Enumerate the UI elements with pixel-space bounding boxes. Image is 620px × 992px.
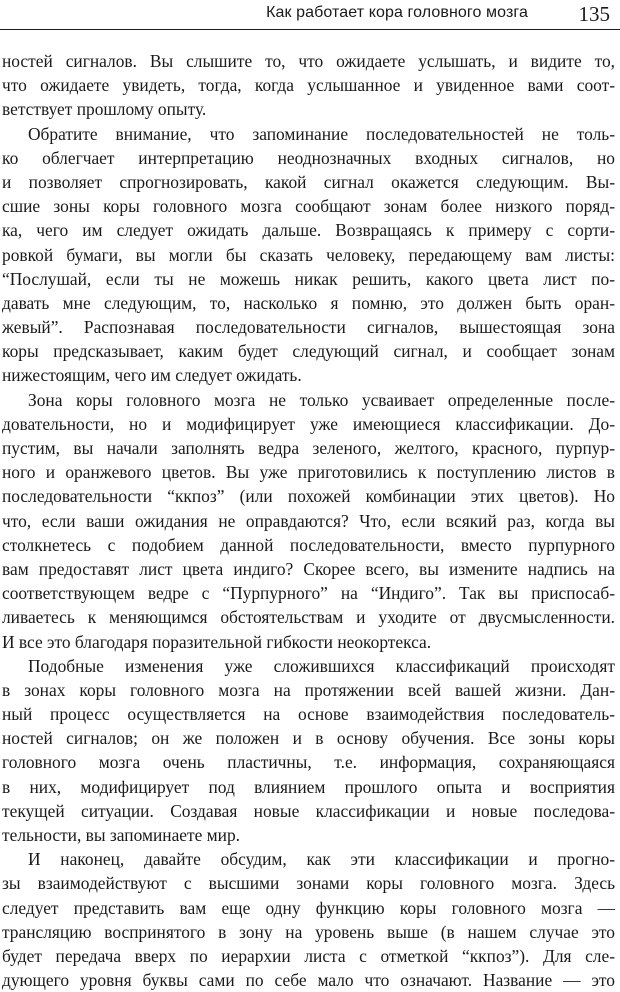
text-line: пустим, вы начали заполнять ведра зеленого, желтого, красного, пурпур- bbox=[2, 438, 615, 458]
page-number: 135 bbox=[578, 2, 610, 26]
text-line: ный процесс осуществляется на основе взаимодействия последователь- bbox=[2, 704, 615, 725]
text-line: что ожидаете увидеть, тогда, когда услышанное и увиденное вами соот- bbox=[2, 75, 615, 96]
text-line: в них, модифицирует под влиянием прошлого опыта и восприятия bbox=[2, 776, 615, 797]
text-line: И наконец, давайте обсудим, как эти классификации и прогно- bbox=[28, 849, 615, 870]
text-line: нижестоящим, чего им следует ожидать. bbox=[2, 365, 302, 386]
text-line: текущей ситуации. Создавая новые классификации и новые последова- bbox=[2, 800, 615, 821]
text-line: сшие зоны коры головного мозга сообщают зонам более низкого поряд- bbox=[2, 196, 615, 217]
text-line: Обратите внимание, что запоминание последовательностей не толь- bbox=[28, 123, 615, 144]
text-line: жевый”. Распознавая последовательности сигналов, вышестоящая зона bbox=[2, 317, 615, 338]
text-line: довательности, но и модифицирует уже имеющиеся классификации. До- bbox=[2, 413, 615, 434]
text-line: Зона коры головного мозга не только усваивает определенные после- bbox=[28, 389, 615, 410]
running-title: Как работает кора головного мозга bbox=[266, 4, 528, 21]
text-line: давать мне следующим, то, насколько я помню, это должен быть оран- bbox=[2, 292, 615, 313]
text-line: ностей сигналов; он же положен и в основу обучения. Все зоны коры bbox=[2, 728, 615, 749]
text-line: столкнетесь с подобием данной последовательности, вместо пурпурного bbox=[2, 534, 615, 555]
text-line: ко облегчает интерпретацию неоднозначных входных сигналов, но bbox=[2, 147, 615, 168]
text-line: “Послушай, если ты не можешь никак решить, какого цвета лист по- bbox=[2, 268, 615, 289]
text-line: И все это благодаря поразительной гибкости неокортекса. bbox=[2, 631, 432, 652]
text-line: в зонах коры головного мозга на протяжении всей вашей жизни. Дан- bbox=[2, 679, 615, 700]
text-line: головного мозга очень пластичны, т.е. информация, сохраняющаяся bbox=[2, 752, 615, 773]
text-line: ветствует прошлому опыту. bbox=[2, 99, 207, 120]
text-line: коры предсказывает, каким будет следующий сигнал, и сообщает зонам bbox=[2, 341, 615, 362]
text-line: Подобные изменения уже сложившихся классификаций происходят bbox=[28, 655, 615, 676]
text-line: ка, чего им следует ожидать дальше. Возвращаясь к примеру с сорти- bbox=[2, 220, 615, 241]
running-header bbox=[0, 0, 620, 30]
text-line: вам предоставят лист цвета индиго? Скорее всего, вы измените надпись на bbox=[2, 558, 615, 579]
text-line: дующего уровня буквы сами по себе мало что означают. Название — это bbox=[2, 970, 615, 991]
text-line: ностей сигналов. Вы слышите то, что ожидаете услышать, и видите то, bbox=[2, 51, 615, 71]
text-line: будет передача вверх по иерархии листа с отметкой “ккпоз”). Для сле- bbox=[2, 945, 615, 966]
text-line: ровкой бумаги, вы могли бы сказать человеку, передающему вам листы: bbox=[2, 244, 615, 265]
body-text bbox=[2, 49, 615, 992]
text-line: ного и оранжевого цветов. Вы уже приготовились к поступлению листов в bbox=[2, 462, 615, 483]
text-line: трансляцию воспринятого в зону на уровень выше (в нашем случае это bbox=[2, 921, 615, 942]
header-rule bbox=[0, 29, 620, 30]
text-line: соответствующем ведре с “Пурпурного” на “Индиго”. Так вы приспосаб- bbox=[2, 583, 615, 604]
text-line: и позволяет спрогнозировать, какой сигнал окажется следующим. Вы- bbox=[2, 171, 615, 192]
text-line: тельности, вы запоминаете мир. bbox=[2, 825, 241, 845]
text-line: следует представить вам еще одну функцию коры головного мозга — bbox=[2, 897, 615, 918]
text-line: последовательности “ккпоз” (или похожей комбинации этих цветов). Но bbox=[2, 486, 615, 507]
text-line: зы взаимодействуют с высшими зонами коры головного мозга. Здесь bbox=[2, 873, 615, 894]
text-line: ливаетесь к меняющимся обстоятельствам и уходите от двусмысленности. bbox=[2, 607, 615, 628]
text-line: что, если ваши ожидания не оправдаются? Что, если всякий раз, когда вы bbox=[2, 510, 615, 531]
